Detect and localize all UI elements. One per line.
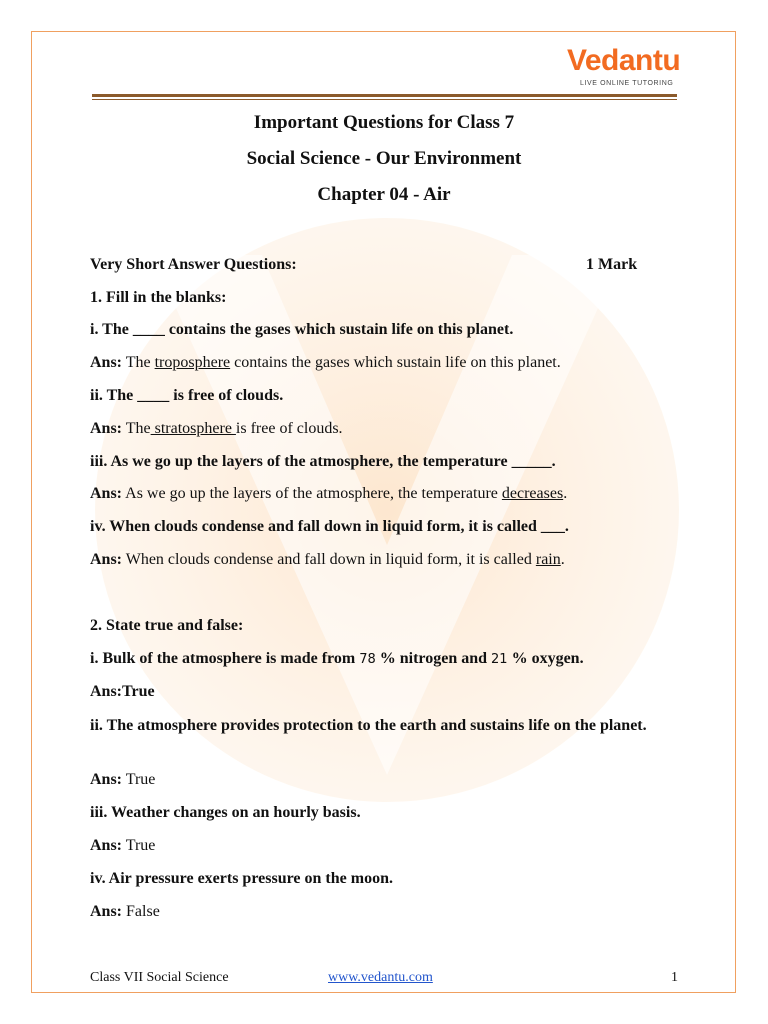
question-text: nitrogen and (395, 650, 492, 667)
page-title: Important Questions for Class 7 (253, 112, 515, 133)
q2-i-answer: Ans:True (90, 683, 155, 700)
answer-label: Ans: (90, 420, 123, 437)
answer-text: The (122, 354, 155, 371)
q2-iii-answer (90, 837, 155, 855)
page-subject: Social Science - Our Environment (246, 148, 522, 169)
answer-text: . (560, 551, 565, 568)
q1-ii-answer (90, 420, 343, 438)
answer-text: False (122, 903, 160, 920)
answer-label: Ans: (90, 485, 123, 502)
q1-i-question: i. The ____ contains the gases which sustain life on this planet. (90, 321, 514, 338)
q1-ii-question: ii. The ____ is free of clouds. (90, 387, 284, 404)
q2-iii-question: iii. Weather changes on an hourly basis. (90, 804, 361, 821)
vedantu-logo[interactable] (567, 44, 681, 92)
q1-iii-question: iii. As we go up the layers of the atmosphere, the temperature _____. (90, 453, 556, 470)
answer-text: True (122, 837, 156, 854)
answer-text: As we go up the layers of the atmosphere, the temperature (122, 485, 502, 502)
q2-ii-question (90, 714, 677, 737)
logo-brand: Vedantu (567, 44, 681, 77)
q2-i-question (90, 650, 584, 668)
logo-tagline: LIVE ONLINE TUTORING (580, 80, 674, 87)
q1-i-answer (90, 354, 561, 372)
q2-iv-question: iv. Air pressure exerts pressure on the moon. (90, 870, 393, 887)
question-text: ii. The atmosphere provides protection to the earth and sustains life on the planet. (90, 717, 647, 734)
q1-heading: 1. Fill in the blanks: (90, 289, 227, 306)
q1-iv-answer (90, 551, 565, 569)
percent-sign: % (375, 650, 396, 667)
header-rule-thin (92, 99, 677, 100)
chapter-title: Chapter 04 - Air (317, 184, 451, 205)
q1-iv-question: iv. When clouds condense and fall down in liquid form, it is called ___. (90, 518, 569, 535)
answer-label: Ans: (90, 551, 123, 568)
answer-fill: troposphere (154, 354, 231, 371)
q1-iii-answer (90, 485, 567, 503)
answer-label: Ans: (90, 837, 123, 854)
answer-text: When clouds condense and fall down in liquid form, it is called (122, 551, 536, 568)
question-text: oxygen. (527, 650, 584, 667)
footer-website-link[interactable]: www.vedantu.com (328, 970, 433, 985)
q2-heading: 2. State true and false: (90, 617, 244, 634)
question-text: i. Bulk of the atmosphere is made from (90, 650, 360, 667)
section-marks: 1 Mark (586, 256, 638, 273)
answer-text: . (563, 485, 568, 502)
footer-class-label: Class VII Social Science (90, 970, 229, 985)
answer-text: True (122, 771, 156, 788)
answer-fill: stratosphere (150, 420, 236, 437)
percent-sign: % (507, 650, 528, 667)
answer-label: Ans: (90, 354, 123, 371)
answer-text: The (122, 420, 151, 437)
answer-fill: rain (535, 551, 561, 568)
answer-text: is free of clouds. (235, 420, 343, 437)
header-rule (92, 94, 677, 97)
answer-label: Ans: (90, 903, 123, 920)
q2-iv-answer (90, 903, 160, 921)
section-heading: Very Short Answer Questions: (90, 256, 297, 273)
answer-text: contains the gases which sustain life on this planet. (230, 354, 561, 371)
answer-fill: decreases (501, 485, 564, 502)
percent-value: 21 (491, 652, 508, 667)
q2-ii-answer (90, 771, 155, 789)
answer-label: Ans: (90, 771, 123, 788)
percent-value: 78 (359, 652, 376, 667)
page-number: 1 (671, 970, 678, 985)
